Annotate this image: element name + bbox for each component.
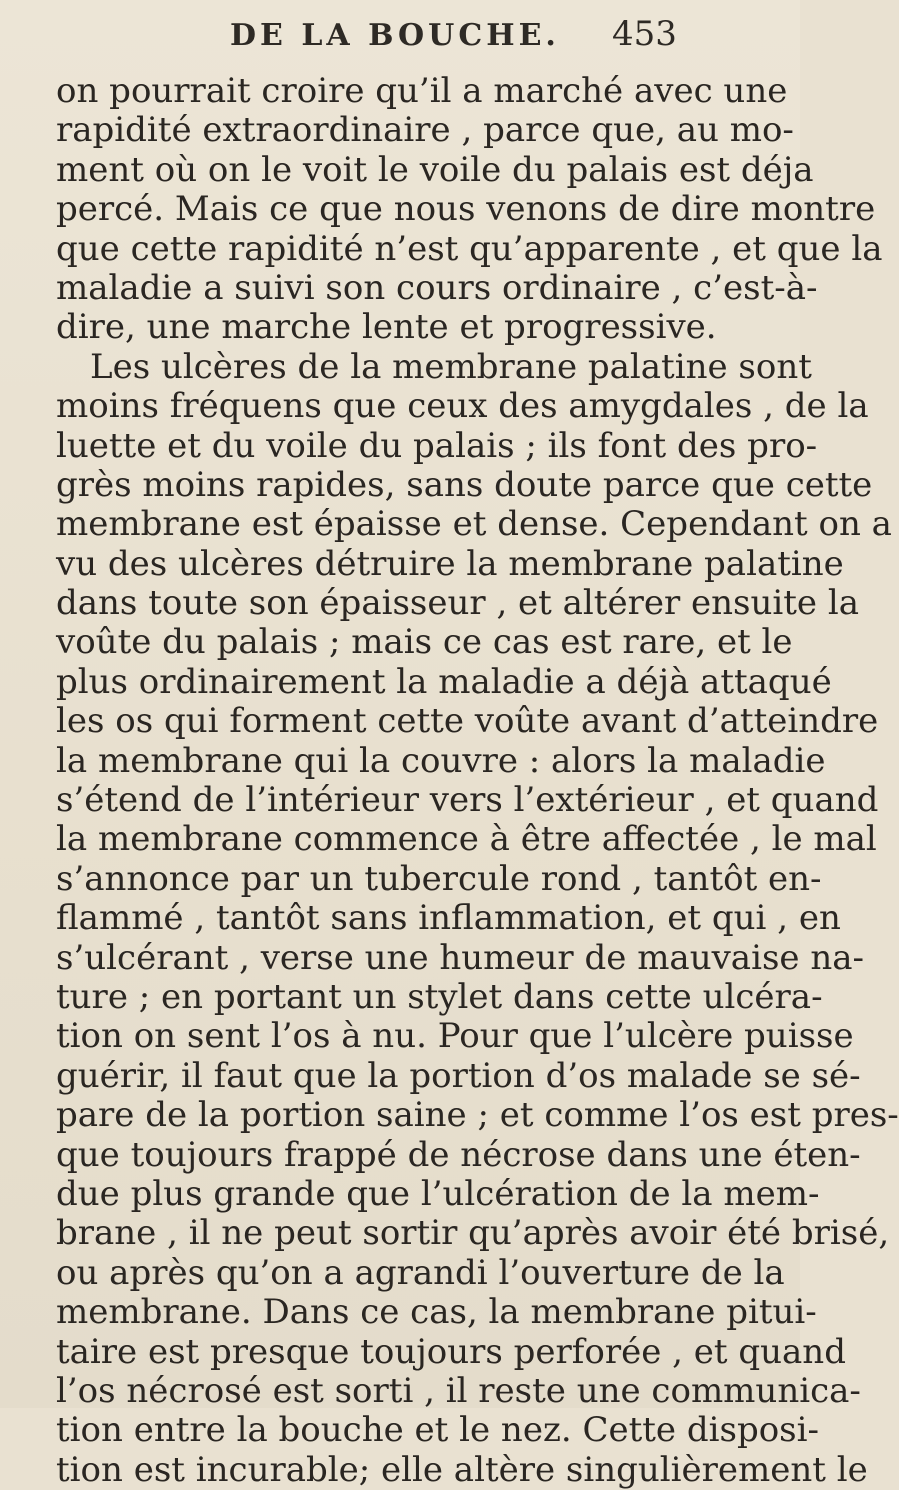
text-line: s’étend de l’intérieur vers l’extérieur , et quand [56,780,879,821]
running-head: DE LA BOUCHE. [230,18,560,53]
text-line: les os qui forment cette voûte avant d’atteindre [56,701,879,742]
text-line: luette et du voile du palais ; ils font des pro- [56,425,818,466]
text-line: l’os nécrosé est sorti , il reste une communica- [56,1370,861,1411]
text-line: tion est incurable; elle altère singulièrement le [56,1449,868,1490]
page-header [0,14,800,60]
text-line: ou après qu’on a agrandi l’ouverture de la [56,1252,785,1293]
text-line: dire, une marche lente et progressive. [56,307,717,348]
text-line: membrane. Dans ce cas, la membrane pitui- [56,1292,817,1333]
text-line: que cette rapidité n’est qu’apparente , et que la [56,228,883,269]
page-number: 453 [612,14,677,54]
body-text [56,71,899,1490]
text-line: la membrane commence à être affectée , le mal [56,819,877,860]
text-line: membrane est épaisse et dense. Cependant on a [56,504,892,545]
text-line: s’ulcérant , verse une humeur de mauvaise na- [56,937,864,978]
text-line: ture ; en portant un stylet dans cette ulcéra- [56,976,823,1017]
text-line: dans toute son épaisseur , et altérer ensuite la [56,583,859,624]
text-line: on pourrait croire qu’il a marché avec une [56,71,788,111]
text-line: plus ordinairement la maladie a déjà attaqué [56,661,832,702]
text-line: vu des ulcères détruire la membrane palatine [56,543,844,584]
text-line: guérir, il faut que la portion d’os malade se sé- [56,1055,861,1096]
text-line: due plus grande que l’ulcération de la mem- [56,1173,820,1214]
text-line: grès moins rapides, sans doute parce que cette [56,464,873,505]
text-line: flammé , tantôt sans inflammation, et qui , en [56,898,841,939]
text-line: percé. Mais ce que nous venons de dire montre [56,189,876,230]
text-line: Les ulcères de la membrane palatine sont [90,346,812,387]
text-line: la membrane qui la couvre : alors la maladie [56,740,826,781]
text-line: tion on sent l’os à nu. Pour que l’ulcère puisse [56,1016,854,1057]
text-line: moins fréquens que ceux des amygdales , de la [56,386,869,427]
text-line: brane , il ne peut sortir qu’après avoir été brisé, [56,1213,890,1254]
text-line: pare de la portion saine ; et comme l’os est pres- [56,1095,899,1136]
text-line: ment où on le voit le voile du palais est déja [56,149,814,190]
text-line: rapidité extraordinaire , parce que, au mo- [56,110,794,151]
text-line: taire est presque toujours perforée , et quand [56,1331,846,1372]
text-line: s’annonce par un tubercule rond , tantôt en- [56,858,822,899]
text-line: tion entre la bouche et le nez. Cette disposi- [56,1410,819,1451]
text-line: maladie a suivi son cours ordinaire , c’est-à- [56,267,818,308]
text-line: que toujours frappé de nécrose dans une éten- [56,1134,861,1175]
text-line: voûte du palais ; mais ce cas est rare, et le [56,622,793,663]
